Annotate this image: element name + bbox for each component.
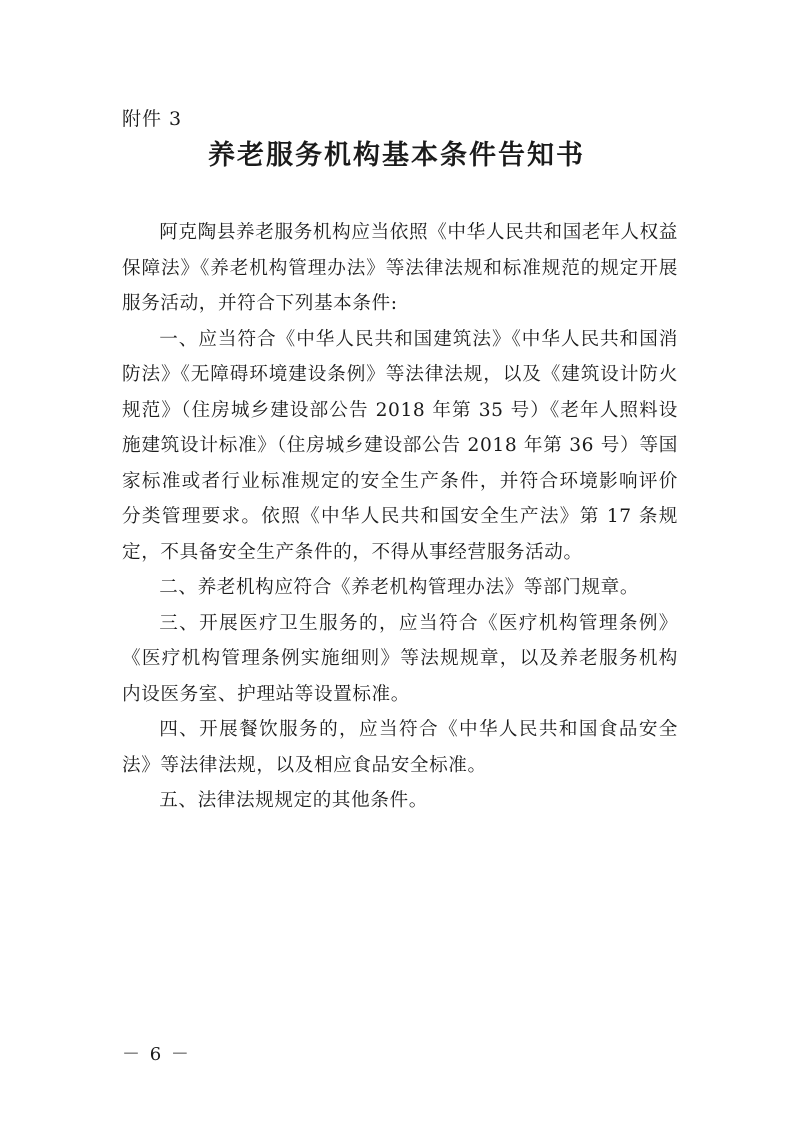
paragraph-intro: 阿克陶县养老服务机构应当依照《中华人民共和国老年人权益保障法》《养老机构管理办法》等法律法规和标准规范的规定开展服务活动，并符合下列基本条件:: [122, 222, 678, 314]
paragraph-item-5: 五、法律法规规定的其他条件。: [159, 790, 428, 811]
paragraph-item-4: 四、开展餐饮服务的，应当符合《中华人民共和国食品安全法》等法律法规，以及相应食品安全标准。: [122, 719, 678, 776]
attachment-label: 附件 3: [122, 108, 183, 130]
paragraph-item-1: 一、应当符合《中华人民共和国建筑法》《中华人民共和国消防法》《无障碍环境建设条例》等法律法规，以及《建筑设计防火规范》（住房城乡建设部公告 2018 年第 35 号）《老年人照料设施建筑设计标准》（住房城乡建设部公告 2018 年第 36 号）等国家标准或者行业标准规定的安全生产条件，并符合环境影响评价分类管理要求。依照《中华人民共和国安全生产法》第 17 条规定，不具备安全生产条件的，不得从事经营服务活动。: [122, 328, 678, 563]
page-number: － 6 －: [122, 1044, 191, 1065]
document-title: 养老服务机构基本条件告知书: [208, 140, 585, 171]
paragraph-item-3: 三、开展医疗卫生服务的，应当符合《医疗机构管理条例》《医疗机构管理条例实施细则》等法规规章，以及养老服务机构内设医务室、护理站等设置标准。: [122, 612, 678, 705]
document-body: [122, 215, 678, 819]
paragraph-item-2: 二、养老机构应符合《养老机构管理办法》等部门规章。: [159, 577, 640, 598]
